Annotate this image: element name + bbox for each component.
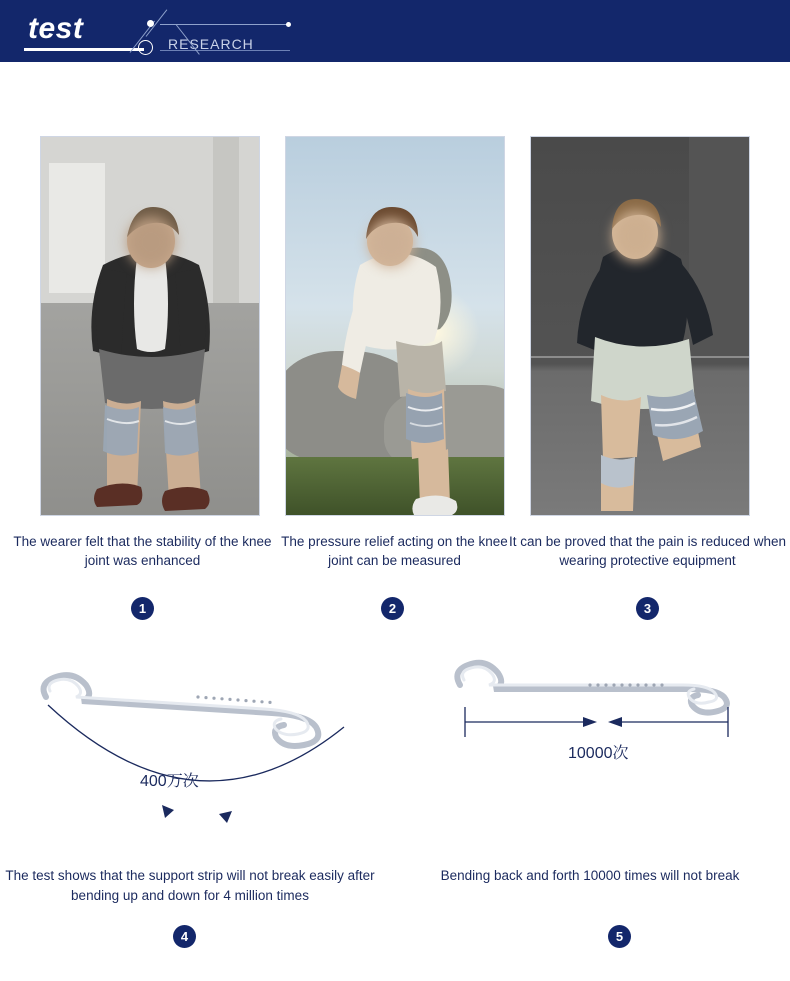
step-badge-3: 3 (636, 597, 659, 620)
photo-3-caption: It can be proved that the pain is reduced when wearing protective equipment (509, 534, 786, 568)
decor-line-3 (160, 24, 290, 25)
photo-3-scene (531, 137, 749, 515)
step-badge-1: 1 (131, 597, 154, 620)
photo-1-scene (41, 137, 259, 515)
step-badge-2: 2 (381, 597, 404, 620)
photo-2-face-blur (368, 219, 414, 267)
page-title: test (28, 12, 84, 45)
photo-1-caption: The wearer felt that the stability of the knee joint was enhanced (13, 534, 272, 568)
photo-row (0, 136, 790, 516)
photo-3-athlete (531, 137, 749, 515)
photo-3-face-blur (613, 211, 659, 261)
diagram-right-svg (440, 655, 770, 795)
diagram-right-caption: Bending back and forth 10000 times will not break (440, 868, 740, 883)
photo-2-athlete (286, 137, 504, 515)
header-subtitle: RESEARCH (168, 36, 254, 52)
diagram-left-svg (20, 655, 380, 835)
diagram-left-value: 400万次 (140, 773, 199, 790)
decor-dot-2 (286, 22, 291, 27)
photo-2-scene (286, 137, 504, 515)
diagram-left-caption: The test shows that the support strip will not break easily after bending up and down for 4 million times (5, 868, 375, 903)
photo-1-athlete (41, 137, 259, 515)
photo-1-face-blur (127, 217, 175, 267)
title-underline (24, 48, 144, 51)
step-badge-5: 5 (608, 925, 631, 948)
diagram-bend-10000 (440, 655, 770, 795)
photo-1 (40, 136, 260, 516)
photo-3 (530, 136, 750, 516)
decor-ring-1 (138, 40, 153, 55)
diagram-bend-4million (20, 655, 380, 835)
photo-2-caption: The pressure relief acting on the knee joint can be measured (281, 534, 508, 568)
diagram-right-value: 10000次 (568, 745, 629, 762)
photo-2 (285, 136, 505, 516)
page-header (0, 0, 790, 62)
decor-dot-1 (147, 20, 154, 27)
step-badge-4: 4 (173, 925, 196, 948)
